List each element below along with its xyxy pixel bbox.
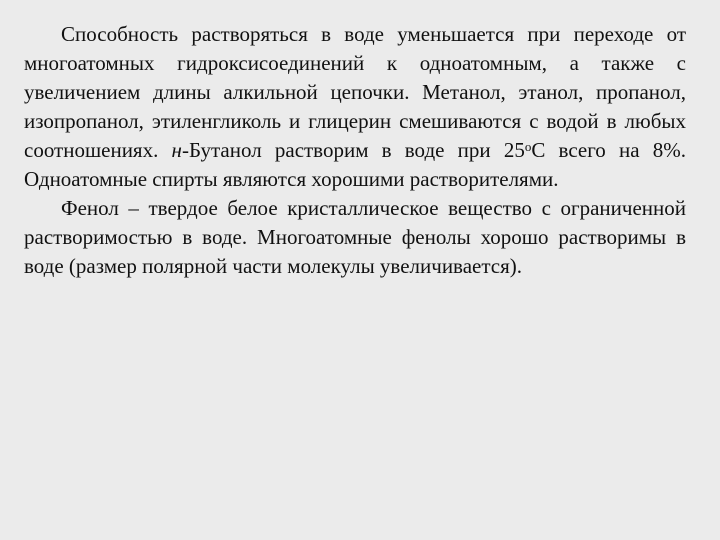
paragraph-phenol: Фенол – твердое белое кристаллическое вещество с ограниченной растворимостью в воде. Многоатомные фенолы хорошо растворимы в воде (размер полярной части молекулы увеличивается). bbox=[24, 196, 686, 278]
n-prefix-italic: н bbox=[171, 138, 182, 162]
paragraph-solubility bbox=[24, 20, 686, 194]
degree-mark: o bbox=[524, 139, 532, 154]
text-block bbox=[24, 20, 686, 281]
paragraph-1-text-a: Способность растворяться в воде уменьшается при переходе от многоатомных гидроксисоединений к одноатомным, а также с увеличением длины алкильной цепочки. Метанол, этанол, пропанол, изопропанол, этиленгликоль и глицерин смешиваются с водой в любых соотношениях. bbox=[24, 22, 686, 162]
paragraph-1-text-b: -Бутанол растворим в воде при 25 bbox=[181, 138, 525, 162]
paragraph-1-text-c: С всего на 8%. Одноатомные спирты являются хорошими растворителями. bbox=[24, 138, 686, 191]
